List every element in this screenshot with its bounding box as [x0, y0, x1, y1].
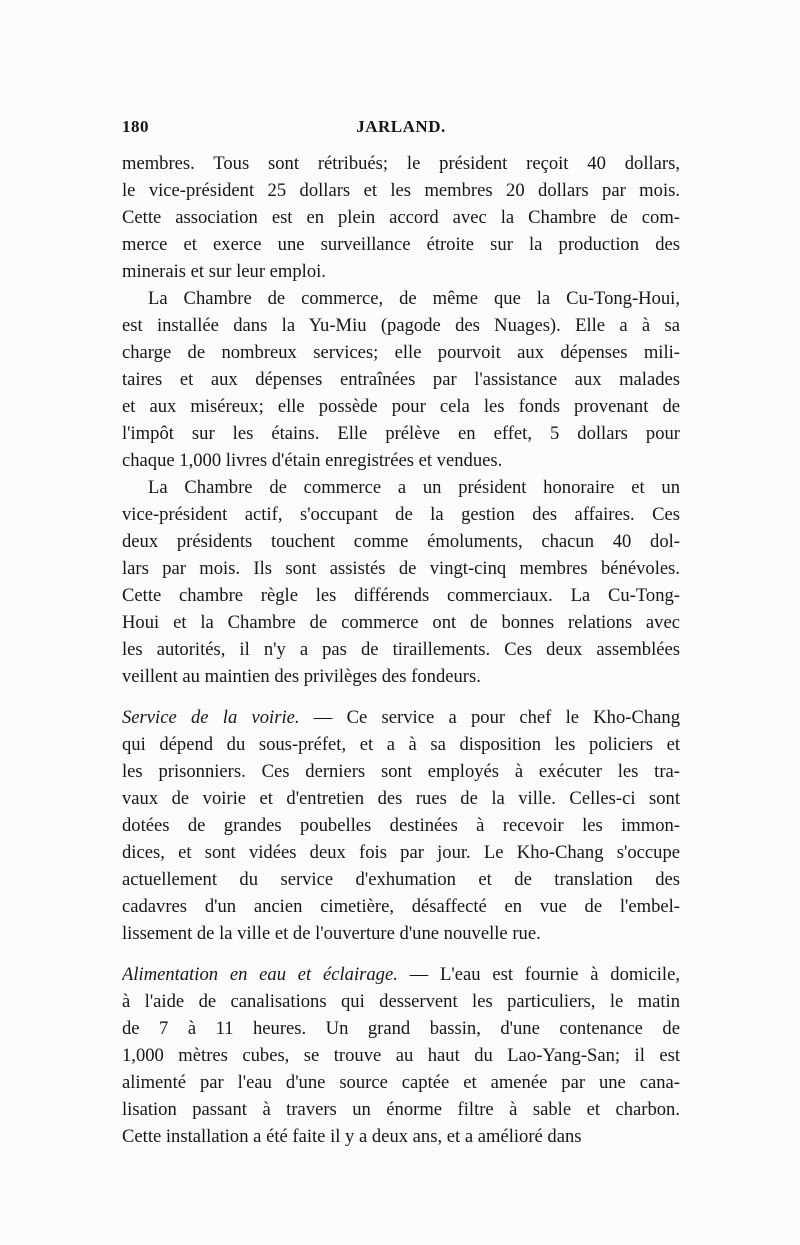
line-text: lisation passant à travers un énorme filtre à sable et charbon.	[122, 1099, 680, 1120]
text-line	[122, 1042, 680, 1069]
text-line	[122, 866, 680, 893]
text-line	[122, 393, 680, 420]
line-text: merce et exerce une surveillance étroite sur la production des	[122, 234, 680, 255]
line-text: Houi et la Chambre de commerce ont de bonnes relations avec	[122, 612, 680, 633]
line-text: dices, et sont vidées deux fois par jour. Le Kho-Chang s'occupe	[122, 842, 680, 863]
line-text: vice-président actif, s'occupant de la gestion des affaires. Ces	[122, 504, 680, 525]
text-line	[122, 204, 680, 231]
paragraph	[122, 474, 680, 690]
line-text: — L'eau est fournie à domicile,	[397, 964, 680, 985]
text-line	[122, 285, 680, 312]
line-text: qui dépend du sous-préfet, et a à sa disposition les policiers et	[122, 734, 680, 755]
line-text: le vice-président 25 dollars et les membres 20 dollars par mois.	[122, 180, 680, 201]
text-line	[122, 785, 680, 812]
running-head: JARLAND.	[356, 117, 446, 136]
text-line	[122, 447, 680, 474]
text-line	[122, 474, 680, 501]
text-line	[122, 150, 680, 177]
line-text: actuellement du service d'exhumation et de translation des	[122, 869, 680, 890]
page-number: 180	[122, 117, 149, 136]
line-text: les autorités, il n'y a pas de tiraillements. Ces deux assemblées	[122, 639, 680, 660]
line-text: Cette association est en plein accord avec la Chambre de com-	[122, 207, 680, 228]
text-line	[122, 555, 680, 582]
text-line	[122, 231, 680, 258]
text-line	[122, 528, 680, 555]
text-line	[122, 609, 680, 636]
text-line	[122, 366, 680, 393]
section-heading: Alimentation en eau et éclairage.	[122, 964, 398, 985]
line-text: dotées de grandes poubelles destinées à recevoir les immon-	[122, 815, 680, 836]
text-line	[122, 177, 680, 204]
line-text: Cette installation a été faite il y a deux ans, et a amélioré dans	[122, 1126, 582, 1147]
line-text: La Chambre de commerce a un président honoraire et un	[148, 477, 680, 498]
line-text: Cette chambre règle les différends commerciaux. La Cu-Tong-	[122, 585, 680, 606]
line-text: l'impôt sur les étains. Elle prélève en effet, 5 dollars pour	[122, 423, 680, 444]
line-text: lars par mois. Ils sont assistés de vingt-cinq membres bénévoles.	[122, 558, 680, 579]
line-text: lissement de la ville et de l'ouverture d'une nouvelle rue.	[122, 923, 541, 944]
text-line	[122, 758, 680, 785]
text-line	[122, 1069, 680, 1096]
text-line	[122, 961, 680, 988]
line-text: 1,000 mètres cubes, se trouve au haut du Lao-Yang-San; il est	[122, 1045, 680, 1066]
text-line	[122, 839, 680, 866]
paragraph-gap	[122, 690, 680, 704]
text-line	[122, 582, 680, 609]
line-text: est installée dans la Yu-Miu (pagode des Nuages). Elle a à sa	[122, 315, 680, 336]
text-line	[122, 920, 680, 947]
line-text: cadavres d'un ancien cimetière, désaffecté en vue de l'embel-	[122, 896, 680, 917]
line-text: chaque 1,000 livres d'étain enregistrées et vendues.	[122, 450, 503, 471]
line-text: charge de nombreux services; elle pourvoit aux dépenses mili-	[122, 342, 680, 363]
text-line	[122, 420, 680, 447]
line-text: veillent au maintien des privilèges des fondeurs.	[122, 666, 481, 687]
text-line	[122, 339, 680, 366]
line-text: La Chambre de commerce, de même que la Cu-Tong-Houi,	[148, 288, 680, 309]
line-text: les prisonniers. Ces derniers sont employés à exécuter les tra-	[122, 761, 680, 782]
text-line	[122, 258, 680, 285]
line-text: vaux de voirie et d'entretien des rues de la ville. Celles-ci sont	[122, 788, 680, 809]
text-line	[122, 704, 680, 731]
page-body	[122, 150, 680, 1150]
line-text: minerais et sur leur emploi.	[122, 261, 326, 282]
section-heading: Service de la voirie.	[122, 707, 300, 728]
paragraph	[122, 150, 680, 285]
paragraph	[122, 961, 680, 1150]
line-text: à l'aide de canalisations qui desservent les particuliers, le matin	[122, 991, 680, 1012]
text-line	[122, 1123, 680, 1150]
line-text: taires et aux dépenses entraînées par l'assistance aux malades	[122, 369, 680, 390]
text-line	[122, 501, 680, 528]
text-line	[122, 663, 680, 690]
line-text: membres. Tous sont rétribués; le président reçoit 40 dollars,	[122, 153, 680, 174]
text-line	[122, 893, 680, 920]
text-line	[122, 1096, 680, 1123]
line-text: de 7 à 11 heures. Un grand bassin, d'une contenance de	[122, 1018, 680, 1039]
page-header	[122, 117, 680, 143]
text-line	[122, 312, 680, 339]
text-line	[122, 812, 680, 839]
line-text: et aux miséreux; elle possède pour cela les fonds provenant de	[122, 396, 680, 417]
paragraph	[122, 704, 680, 947]
line-text: alimenté par l'eau d'une source captée et amenée par une cana-	[122, 1072, 680, 1093]
paragraph-gap	[122, 947, 680, 961]
text-line	[122, 988, 680, 1015]
text-line	[122, 1015, 680, 1042]
text-line	[122, 636, 680, 663]
line-text: deux présidents touchent comme émoluments, chacun 40 dol-	[122, 531, 680, 552]
line-text: — Ce service a pour chef le Kho-Chang	[299, 707, 680, 728]
paragraph	[122, 285, 680, 474]
text-line	[122, 731, 680, 758]
